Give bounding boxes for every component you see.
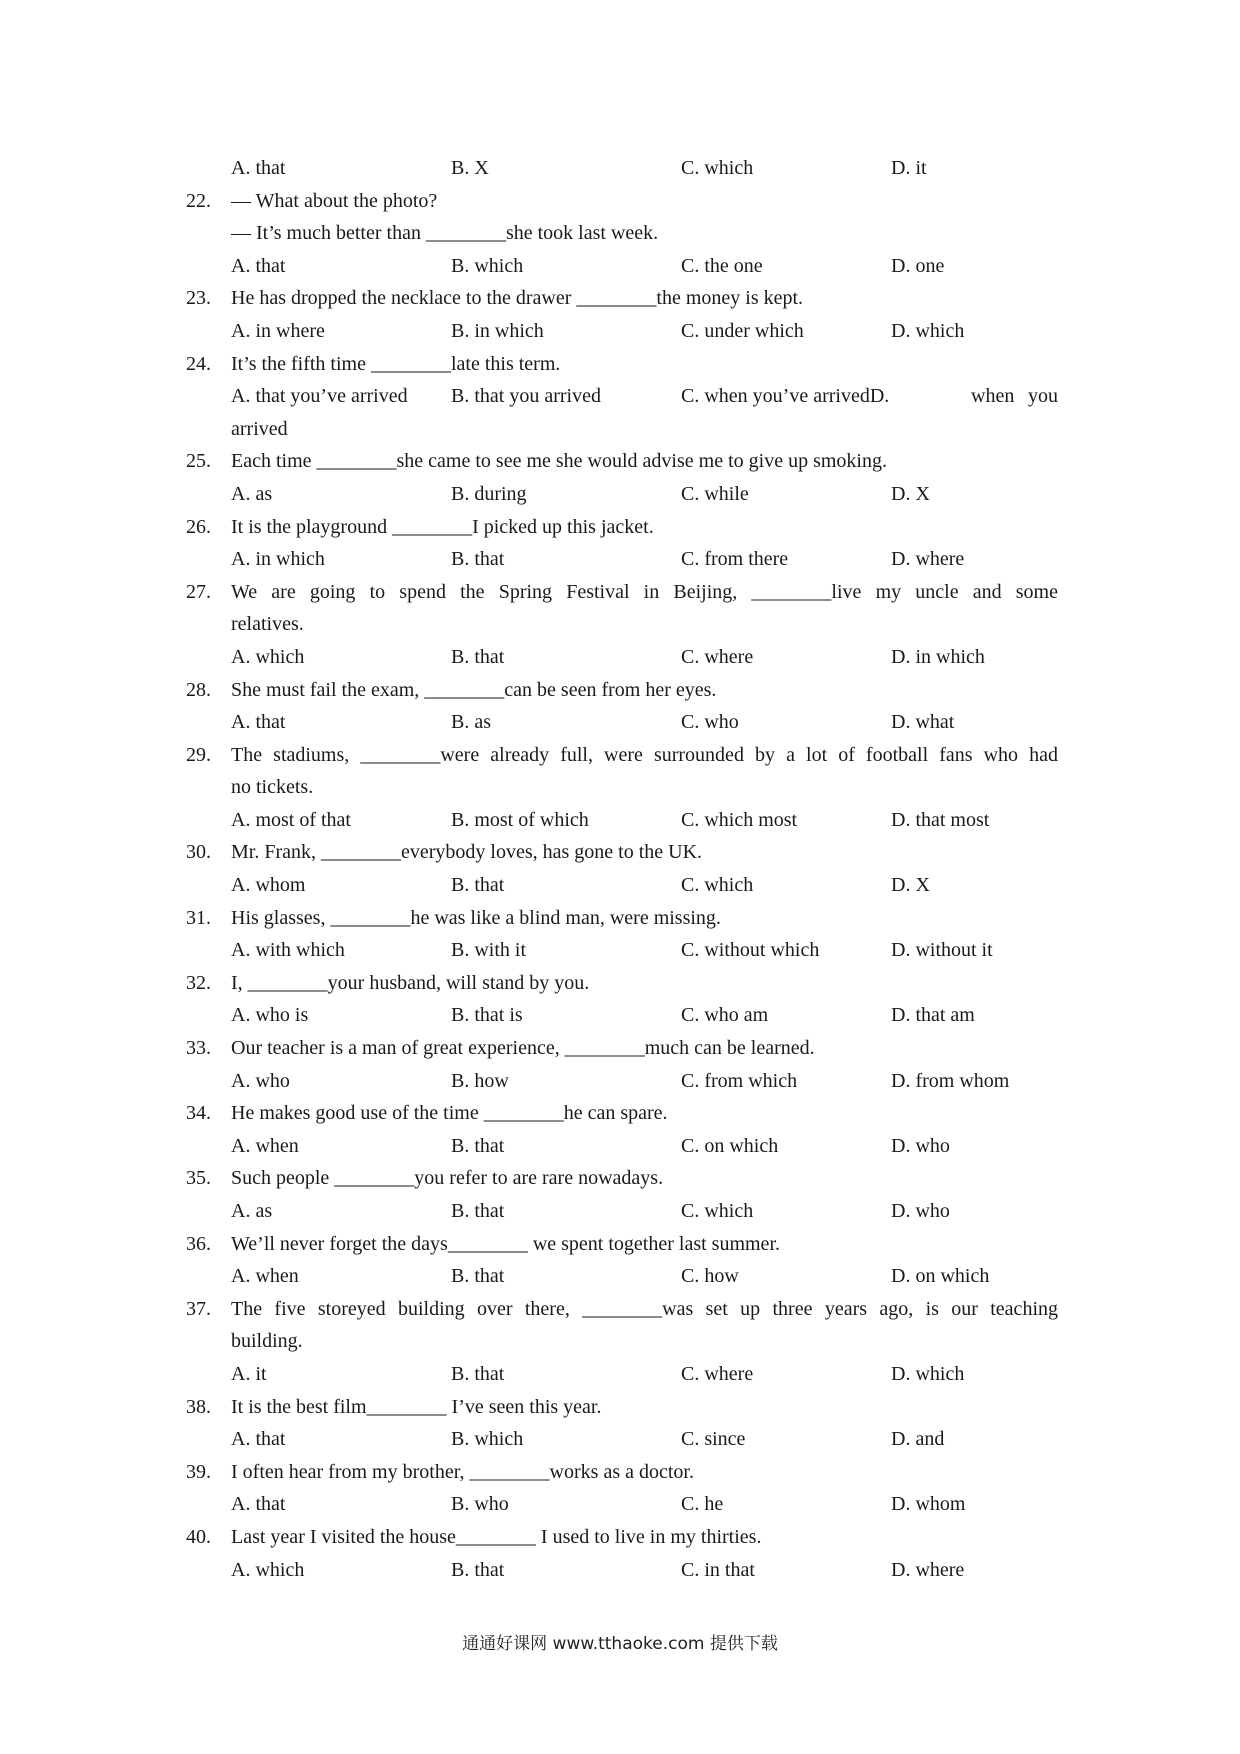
question-text: The five storeyed building over there, ________was set up three years ago, is our teaching xyxy=(231,1297,1058,1320)
question-text: no tickets. xyxy=(231,776,314,799)
option-b: B. that xyxy=(451,1265,505,1288)
option-a: A. as xyxy=(231,1200,273,1222)
option-a: A. that xyxy=(231,1493,286,1516)
question-line xyxy=(186,739,1058,772)
options-row xyxy=(186,804,1058,837)
option-d: D. X xyxy=(891,874,930,897)
option-b: B. that xyxy=(451,548,505,571)
question-line xyxy=(186,445,1058,478)
question-text: It is the best film________ I’ve seen this year. xyxy=(231,1395,602,1418)
option-c: C. who am xyxy=(681,1004,769,1027)
option-a: A. that you’ve arrived xyxy=(231,385,408,408)
option-a: A. that xyxy=(231,1428,286,1451)
option-a: A. when xyxy=(231,1134,299,1157)
question-line xyxy=(186,282,1058,315)
option-a: A. when xyxy=(231,1265,299,1288)
question-number: 40. xyxy=(186,1525,211,1548)
question-line xyxy=(186,1325,1058,1358)
option-c: C. where xyxy=(681,645,754,668)
option-d: D. it xyxy=(891,157,927,179)
option-b: B. that is xyxy=(451,1004,523,1027)
option-c: C. he xyxy=(681,1493,724,1516)
question-line xyxy=(186,1293,1058,1326)
option-b: B. during xyxy=(451,482,527,505)
question-number: 35. xyxy=(186,1167,211,1190)
options-row xyxy=(186,869,1058,902)
option-d: D. without it xyxy=(891,939,993,962)
options-row xyxy=(186,1195,1058,1228)
option-b: B. which xyxy=(451,254,524,277)
options-row xyxy=(186,1065,1058,1098)
option-d: D. where xyxy=(891,1558,965,1581)
options-row xyxy=(186,543,1058,576)
question-text: The stadiums, ________were already full, were surrounded by a lot of football fans who had xyxy=(231,743,1058,766)
options-row xyxy=(186,315,1058,348)
option-c: C. when you’ve arrivedD. xyxy=(681,385,890,408)
option-a: A. with which xyxy=(231,939,345,962)
question-number: 34. xyxy=(186,1102,211,1125)
option-b: B. that xyxy=(451,874,505,897)
question-number: 23. xyxy=(186,287,211,310)
option-d: D. that most xyxy=(891,808,990,831)
question-text: Last year I visited the house________ I used to live in my thirties. xyxy=(231,1525,762,1548)
question-number: 26. xyxy=(186,515,211,538)
question-line xyxy=(186,1391,1058,1424)
option-c: C. on which xyxy=(681,1134,779,1157)
options-row xyxy=(186,1130,1058,1163)
question-list xyxy=(186,152,1058,1586)
question-number: 28. xyxy=(186,678,211,701)
options-row xyxy=(186,380,1058,413)
option-a: A. that xyxy=(231,157,286,179)
question-text: relatives. xyxy=(231,613,304,636)
option-c: C. which xyxy=(681,874,754,897)
option-a: A. who is xyxy=(231,1004,309,1027)
options-row xyxy=(186,934,1058,967)
option-c: C. who xyxy=(681,711,739,734)
question-text: His glasses, ________he was like a blind man, were missing. xyxy=(231,906,721,929)
option-b: B. that you arrived xyxy=(451,385,601,408)
option-c: C. which xyxy=(681,1200,754,1222)
options-row xyxy=(186,1488,1058,1521)
question-line xyxy=(186,1162,1058,1195)
question-text: Mr. Frank, ________everybody loves, has gone to the UK. xyxy=(231,841,703,864)
question-line xyxy=(186,967,1058,1000)
option-b: B. with it xyxy=(451,939,527,962)
option-a: A. whom xyxy=(231,874,306,897)
option-d-wrap: arrived xyxy=(231,417,288,440)
option-c: C. without which xyxy=(681,939,820,962)
option-c: C. the one xyxy=(681,254,763,277)
option-a: A. which xyxy=(231,1558,305,1581)
option-a: A. who xyxy=(231,1069,290,1092)
question-number: 39. xyxy=(186,1460,211,1483)
option-b: B. as xyxy=(451,711,491,734)
question-text: Our teacher is a man of great experience, ________much can be learned. xyxy=(231,1037,815,1060)
option-d: D. one xyxy=(891,254,945,277)
question-number: 31. xyxy=(186,906,211,929)
option-d: D. from whom xyxy=(891,1069,1010,1092)
question-number: 22. xyxy=(186,189,211,212)
option-d: D. that am xyxy=(891,1004,975,1027)
option-b: B. most of which xyxy=(451,808,589,831)
question-line xyxy=(186,1228,1058,1261)
option-d: D. X xyxy=(891,482,930,505)
question-text: I, ________your husband, will stand by you. xyxy=(231,971,590,994)
question-number: 36. xyxy=(186,1232,211,1255)
question-line xyxy=(186,674,1058,707)
question-line xyxy=(186,1032,1058,1065)
option-b: B. that xyxy=(451,1200,505,1222)
option-d: D. and xyxy=(891,1428,945,1451)
options-row xyxy=(186,1554,1058,1587)
question-line xyxy=(186,771,1058,804)
option-c: C. since xyxy=(681,1428,746,1451)
options-row xyxy=(186,1358,1058,1391)
option-c: C. in that xyxy=(681,1558,755,1581)
option-d-part: you xyxy=(1028,385,1058,408)
question-line xyxy=(186,902,1058,935)
option-c: C. under which xyxy=(681,319,804,342)
question-text: I often hear from my brother, ________works as a doctor. xyxy=(231,1460,694,1483)
options-row xyxy=(186,152,1058,185)
question-text: It’s the fifth time ________late this term. xyxy=(231,352,561,375)
options-row xyxy=(186,1260,1058,1293)
question-line xyxy=(186,1097,1058,1130)
options-row xyxy=(186,1423,1058,1456)
question-number: 33. xyxy=(186,1037,211,1060)
options-row xyxy=(186,478,1058,511)
question-number: 37. xyxy=(186,1297,211,1320)
option-b: B. X xyxy=(451,157,489,179)
option-d: D. whom xyxy=(891,1493,966,1516)
question-line xyxy=(186,576,1058,609)
option-b: B. that xyxy=(451,1558,505,1581)
question-text: — It’s much better than ________she took last week. xyxy=(231,222,659,245)
option-d: D. who xyxy=(891,1200,950,1222)
options-row xyxy=(186,250,1058,283)
question-number: 29. xyxy=(186,743,211,766)
option-b: B. who xyxy=(451,1493,509,1516)
question-line xyxy=(186,836,1058,869)
option-a: A. that xyxy=(231,254,286,277)
option-b: B. that xyxy=(451,1362,505,1385)
question-text: He has dropped the necklace to the drawer ________the money is kept. xyxy=(231,287,804,310)
option-c: C. which xyxy=(681,157,754,179)
question-text: Each time ________she came to see me she would advise me to give up smoking. xyxy=(231,450,887,473)
option-c: C. from which xyxy=(681,1069,798,1092)
option-a: A. it xyxy=(231,1362,267,1385)
option-d: D. in which xyxy=(891,645,985,668)
question-line xyxy=(186,511,1058,544)
question-number: 38. xyxy=(186,1395,211,1418)
option-d: D. who xyxy=(891,1134,950,1157)
question-line xyxy=(186,1456,1058,1489)
option-a: A. which xyxy=(231,645,305,668)
option-c: C. while xyxy=(681,482,749,505)
question-text: building. xyxy=(231,1330,303,1353)
option-d: D. which xyxy=(891,1362,965,1385)
question-number: 25. xyxy=(186,450,211,473)
options-row xyxy=(186,999,1058,1032)
option-a: A. in which xyxy=(231,548,325,571)
question-line xyxy=(186,185,1058,218)
question-line xyxy=(186,608,1058,641)
question-line xyxy=(186,217,1058,250)
option-d: D. what xyxy=(891,711,955,734)
option-b: B. that xyxy=(451,645,505,668)
option-c: C. which most xyxy=(681,808,798,831)
option-a: A. as xyxy=(231,482,273,505)
options-row xyxy=(186,413,1058,446)
question-number: 24. xyxy=(186,352,211,375)
question-line xyxy=(186,348,1058,381)
option-c: C. where xyxy=(681,1362,754,1385)
question-line xyxy=(186,1521,1058,1554)
option-a: A. that xyxy=(231,711,286,734)
option-b: B. that xyxy=(451,1134,505,1157)
question-text: We are going to spend the Spring Festival in Beijing, ________live my uncle and some xyxy=(231,580,1058,603)
question-text: He makes good use of the time ________he can spare. xyxy=(231,1102,668,1125)
question-number: 27. xyxy=(186,580,211,603)
option-b: B. in which xyxy=(451,319,544,342)
option-a: A. most of that xyxy=(231,808,351,831)
options-row xyxy=(186,641,1058,674)
option-b: B. which xyxy=(451,1428,524,1451)
option-d: D. where xyxy=(891,548,965,571)
page-footer: 通通好课网 www.tthaoke.com 提供下载 xyxy=(462,1634,778,1654)
question-text: — What about the photo? xyxy=(231,189,438,212)
option-d-part: when xyxy=(971,385,1015,408)
option-d: D. on which xyxy=(891,1265,990,1288)
option-a: A. in where xyxy=(231,319,325,342)
option-b: B. how xyxy=(451,1069,509,1092)
question-number: 30. xyxy=(186,841,211,864)
option-c: C. from there xyxy=(681,548,789,571)
option-d: D. which xyxy=(891,319,965,342)
question-text: She must fail the exam, ________can be seen from her eyes. xyxy=(231,678,717,701)
question-text: Such people ________you refer to are rare nowadays. xyxy=(231,1167,664,1190)
question-number: 32. xyxy=(186,971,211,994)
options-row xyxy=(186,706,1058,739)
question-text: It is the playground ________I picked up this jacket. xyxy=(231,515,654,538)
question-text: We’ll never forget the days________ we spent together last summer. xyxy=(231,1232,780,1255)
option-c: C. how xyxy=(681,1265,739,1288)
